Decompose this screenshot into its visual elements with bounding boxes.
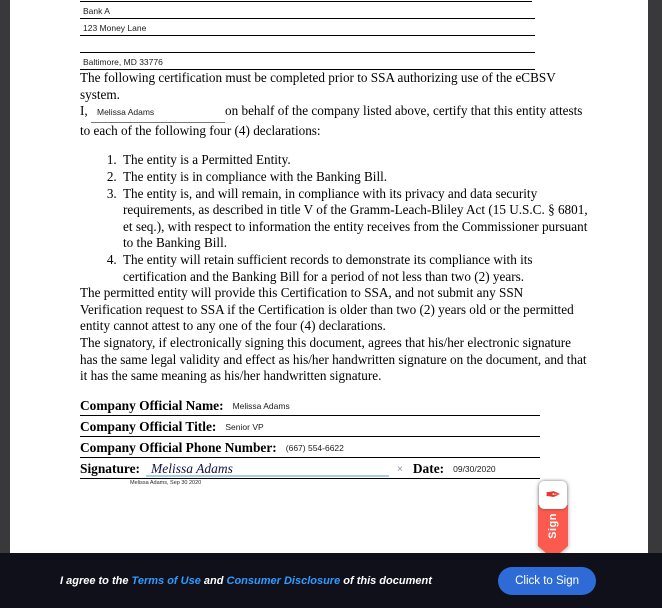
signature-script: Melissa Adams	[151, 460, 233, 476]
official-name-label: Company Official Name:	[80, 397, 224, 413]
signature-form	[80, 398, 598, 486]
document-page	[10, 0, 648, 553]
attest-suffix: on behalf of the company listed above, certify that this entity attests to each of the following four (4) declarations:	[80, 103, 583, 138]
intro-paragraph: The following certification must be completed prior to SSA authorizing use of the eCBSV system.	[80, 70, 556, 102]
terms-of-use-link[interactable]: Terms of Use	[131, 574, 201, 587]
official-phone-label: Company Official Phone Number:	[80, 439, 277, 455]
signature-stamp: Melissa Adams, Sep 30 2020	[130, 479, 202, 486]
declaration-item-3: 3. The entity is, and will remain, in compliance with its privacy and data security requirements, as described in title V of the Gramm-Leach-Bliley Act (15 U.S.C. § 6801, et seq.), with respect to information the entity receives from the Commissioner pursuant to the Banking Bill.	[120, 186, 590, 252]
official-phone-row	[80, 440, 540, 458]
certification-paragraph: The permitted entity will provide this Certification to SSA, and not submit any SSN Verification request to SSA if the Certification is older than two (2) years old or the permitted entity cannot attest to any one of the four (4) declarations.	[80, 285, 574, 334]
declaration-item-2: 2. The entity is in compliance with the Banking Bill.	[120, 169, 590, 186]
official-name-value[interactable]: Melissa Adams	[232, 400, 290, 411]
declaration-item-4: 4. The entity will retain sufficient records to demonstrate its compliance with its certification and the Banking Bill for a period of not less than two (2) years.	[120, 252, 590, 285]
consumer-disclosure-link[interactable]: Consumer Disclosure	[226, 574, 341, 587]
agreement-text	[60, 575, 432, 587]
street-address-field[interactable]: 123 Money Lane	[80, 22, 535, 36]
signature-label: Signature:	[80, 460, 141, 476]
official-title-label: Company Official Title:	[80, 418, 217, 434]
sign-tab-label: Sign	[547, 512, 559, 539]
sign-tab-body[interactable]	[538, 505, 568, 546]
official-name-row	[80, 398, 540, 416]
date-value[interactable]: 09/30/2020	[453, 463, 496, 474]
date-label: Date:	[412, 460, 445, 476]
agree-prefix: I agree to the	[60, 574, 132, 587]
declaration-item-1: 1. The entity is a Permitted Entity.	[120, 152, 590, 169]
signature-field[interactable]	[146, 462, 389, 477]
clear-signature-icon[interactable]: ×	[397, 463, 403, 475]
pen-nib-icon: ✒	[539, 481, 567, 509]
official-phone-value[interactable]: (667) 554-6622	[285, 442, 344, 453]
official-title-row	[80, 419, 540, 437]
click-to-sign-button[interactable]: Click to Sign	[498, 567, 596, 595]
signature-validity-paragraph: The signatory, if electronically signing this document, agrees that his/her electronic signature has the same legal validity and effect as his/her handwritten signature on the document, and that it has the same meaning as his/her handwritten signature.	[80, 334, 587, 384]
attest-prefix: I,	[80, 103, 88, 119]
official-title-value[interactable]: Senior VP	[225, 421, 264, 432]
agree-and: and	[200, 574, 227, 587]
signing-footer-bar	[0, 553, 662, 608]
cutoff-field-underline	[80, 0, 532, 2]
signature-row	[80, 461, 540, 479]
city-state-zip-field[interactable]: Baltimore, MD 33776	[80, 56, 535, 70]
attestation-line	[80, 103, 588, 139]
signatory-name-field[interactable]: Melissa Adams	[91, 104, 225, 123]
address-line2-field[interactable]	[80, 42, 535, 53]
bank-name-field[interactable]: Bank A	[80, 5, 535, 19]
agree-suffix: of this document	[340, 574, 432, 587]
document-content	[10, 0, 648, 486]
sign-here-tab[interactable]	[534, 481, 572, 559]
declarations-list	[80, 152, 590, 285]
